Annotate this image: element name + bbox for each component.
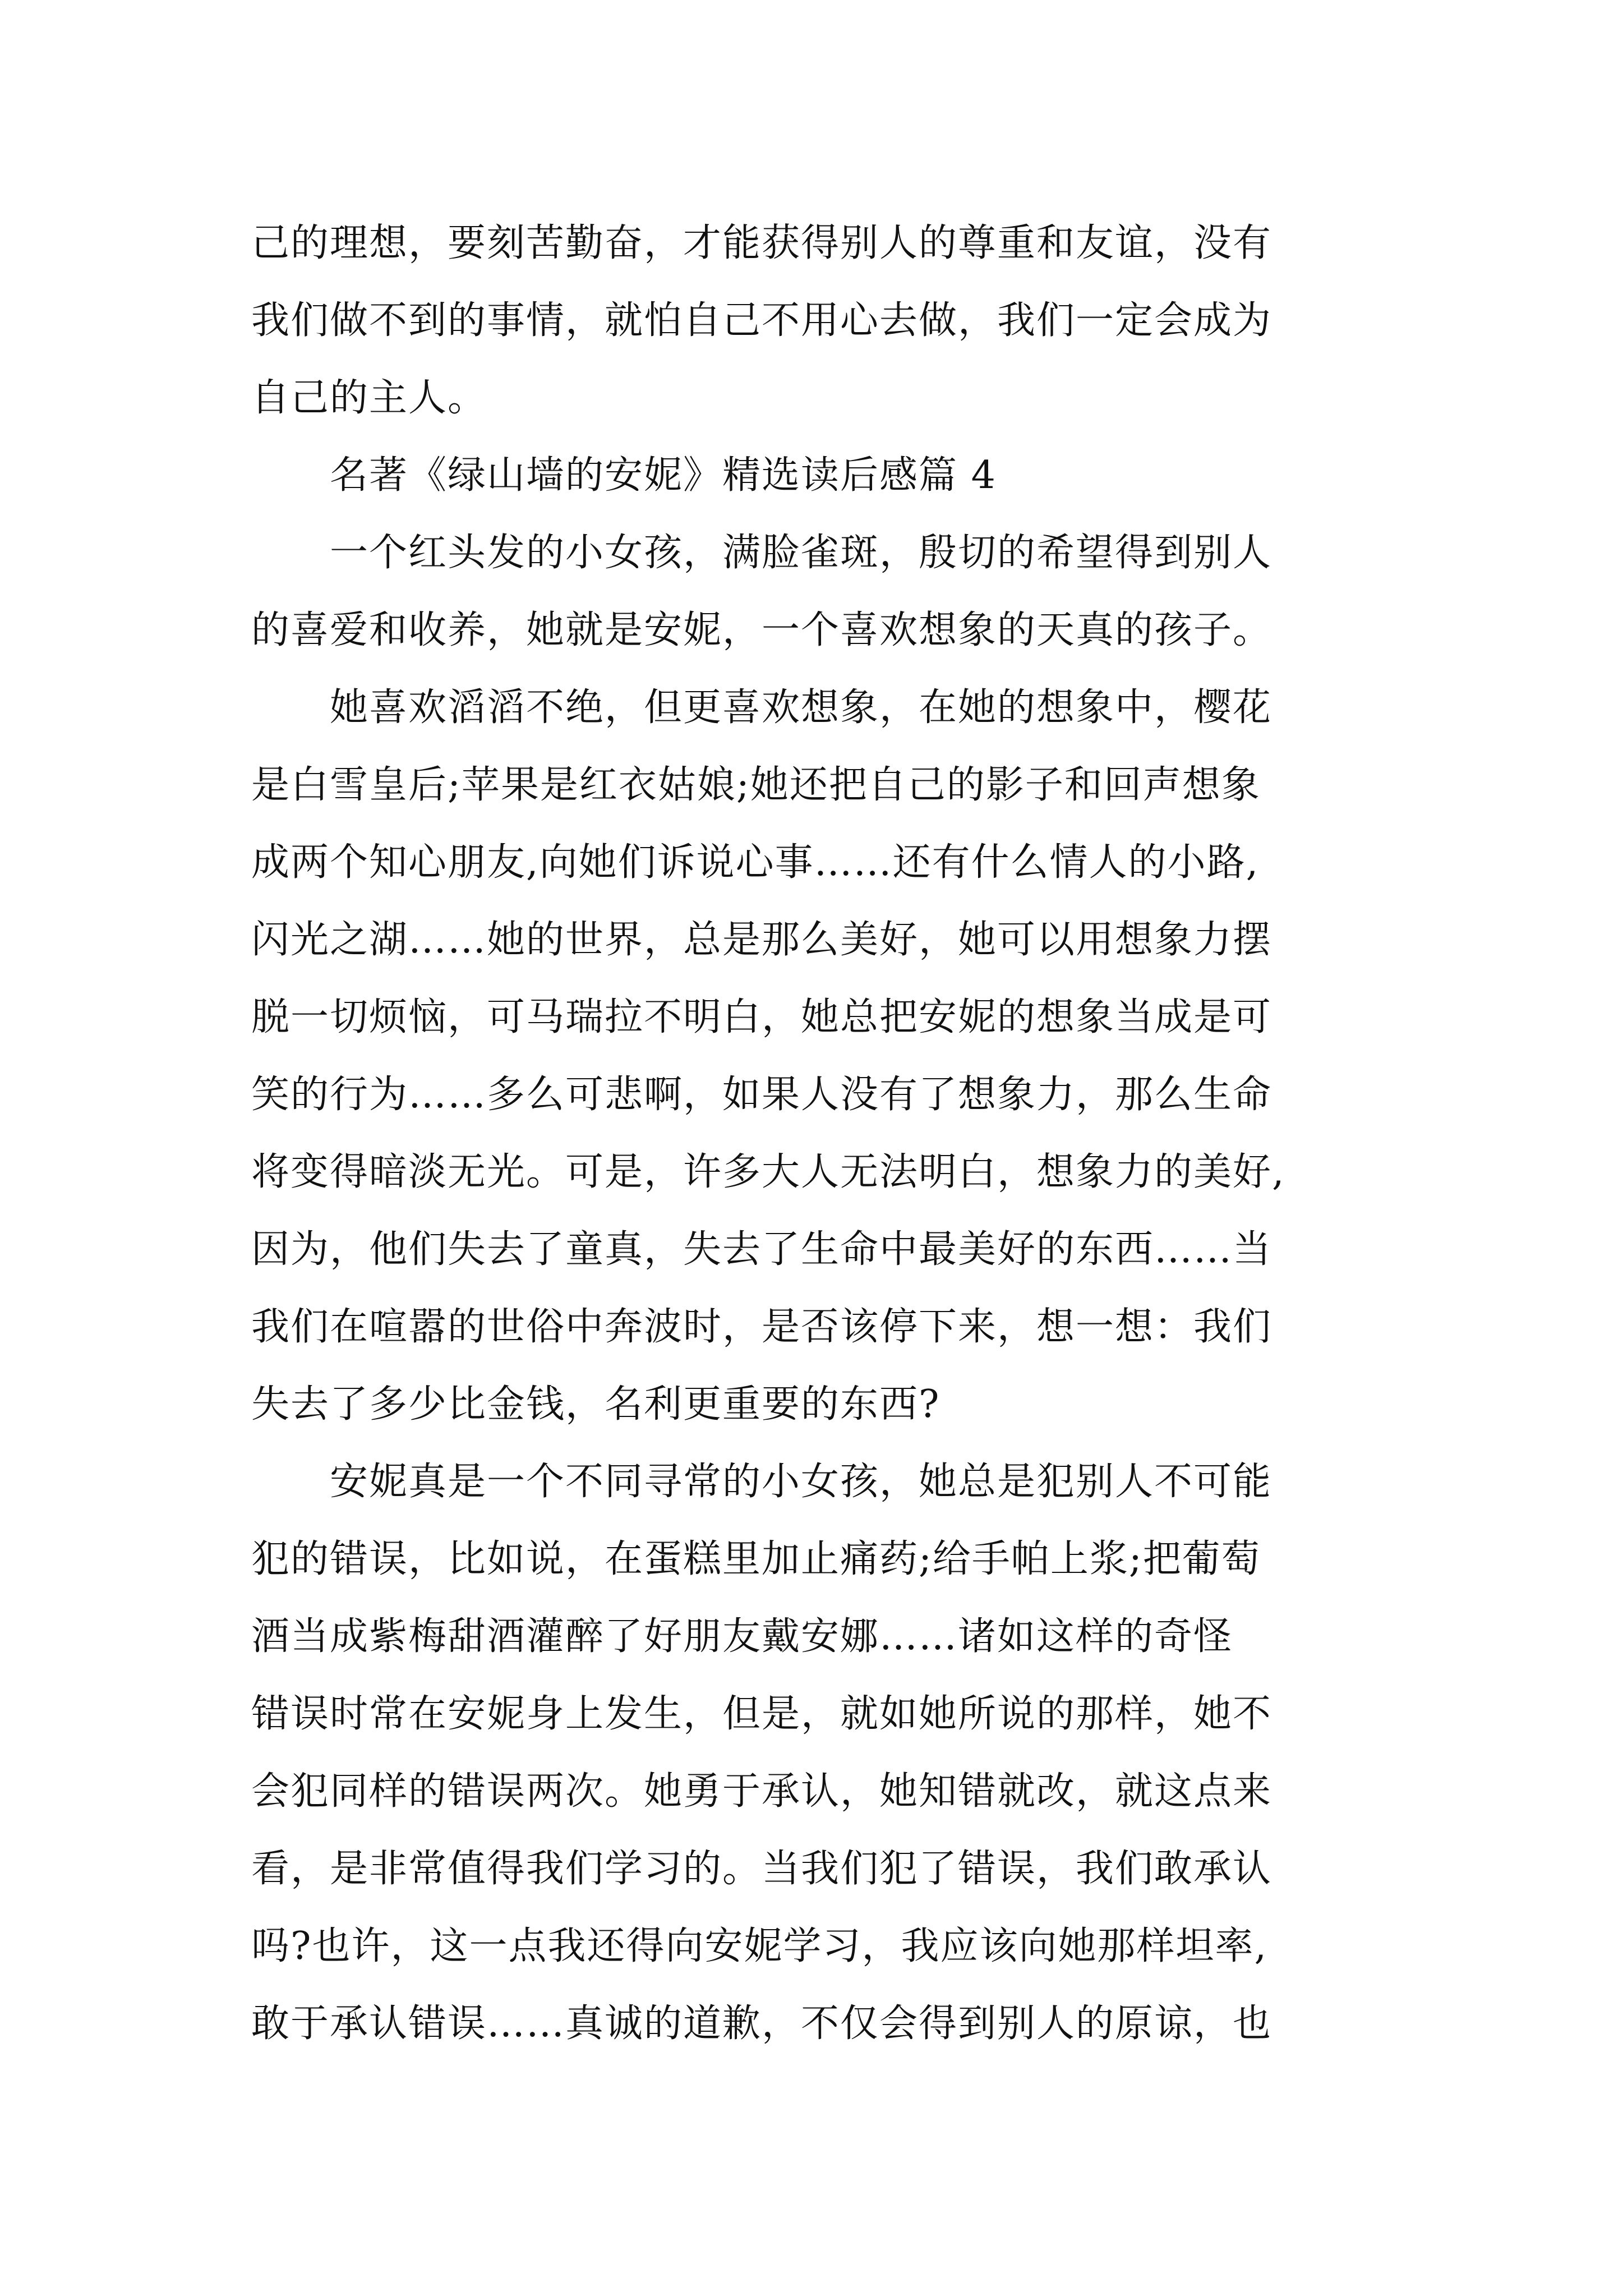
text-line: 成两个知心朋友,向她们诉说心事……还有什么情人的小路,	[251, 840, 1260, 885]
text-line: 看，是非常值得我们学习的。当我们犯了错误，我们敢承认	[251, 1847, 1272, 1891]
section-heading: 名著《绿山墙的安妮》精选读后感篇 4	[251, 453, 997, 498]
text-line: 会犯同样的错误两次。她勇于承认，她知错就改，就这点来	[251, 1769, 1272, 1814]
text-line: 失去了多少比金钱，名利更重要的东西?	[251, 1382, 940, 1427]
text-line: 自己的主人。	[251, 376, 487, 420]
text-line: 笑的行为……多么可悲啊，如果人没有了想象力，那么生命	[251, 1073, 1272, 1117]
text-line: 己的理想，要刻苦勤奋，才能获得别人的尊重和友谊，没有	[251, 221, 1272, 265]
text-line: 安妮真是一个不同寻常的小女孩，她总是犯别人不可能	[251, 1460, 1272, 1504]
text-line: 闪光之湖……她的世界，总是那么美好，她可以用想象力摆	[251, 918, 1272, 962]
text-line: 因为，他们失去了童真，失去了生命中最美好的东西……当	[251, 1227, 1272, 1272]
text-line: 的喜爱和收养，她就是安妮，一个喜欢想象的天真的孩子。	[251, 608, 1272, 652]
text-line: 我们在喧嚣的世俗中奔波时，是否该停下来，想一想：我们	[251, 1305, 1272, 1349]
text-line: 脱一切烦恼，可马瑞拉不明白，她总把安妮的想象当成是可	[251, 995, 1272, 1039]
text-line: 我们做不到的事情，就怕自己不用心去做，我们一定会成为	[251, 298, 1272, 343]
text-line: 是白雪皇后;苹果是红衣姑娘;她还把自己的影子和回声想象	[251, 763, 1261, 807]
text-line: 将变得暗淡无光。可是，许多大人无法明白，想象力的美好,	[251, 1150, 1285, 1194]
text-line: 酒当成紫梅甜酒灌醉了好朋友戴安娜……诸如这样的奇怪	[251, 1614, 1233, 1659]
text-line: 犯的错误，比如说，在蛋糕里加止痛药;给手帕上浆;把葡萄	[251, 1537, 1261, 1581]
text-line: 错误时常在安妮身上发生，但是，就如她所说的那样，她不	[251, 1692, 1272, 1736]
text-line: 一个红头发的小女孩，满脸雀斑，殷切的希望得到别人	[251, 531, 1272, 575]
text-line: 她喜欢滔滔不绝，但更喜欢想象，在她的想象中，樱花	[251, 685, 1272, 730]
text-line: 吗?也许，这一点我还得向安妮学习，我应该向她那样坦率,	[251, 1924, 1268, 1968]
text-line: 敢于承认错误……真诚的道歉，不仅会得到别人的原谅，也	[251, 2001, 1272, 2046]
